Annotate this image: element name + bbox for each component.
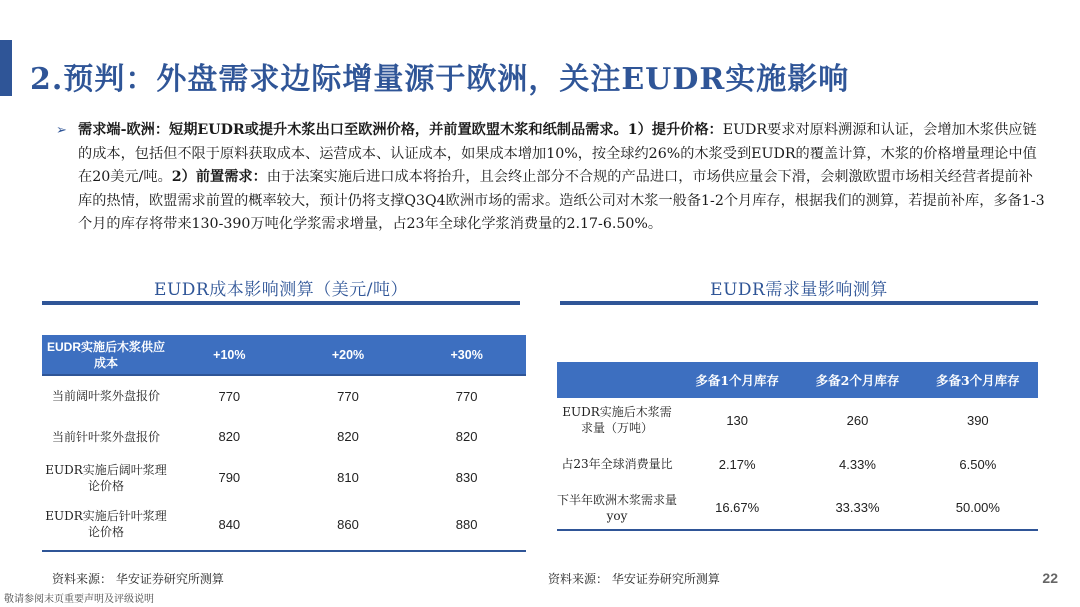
row-label: 当前阔叶浆外盘报价 (51, 389, 160, 403)
row-label: EUDR实施后木浆需求量（万吨） (562, 405, 672, 435)
table-header-cell: 多备1个月库存 (677, 362, 797, 398)
table-cell: 130 (726, 412, 749, 428)
table-header-cell: +20% (289, 335, 408, 375)
table-header-cell (557, 362, 677, 398)
lead-bold-text: 需求端-欧洲：短期EUDR或提升木浆出口至欧洲价格，并前置欧盟木浆和纸制品需求。 (78, 122, 628, 138)
table-cell: 830 (455, 470, 478, 485)
table-row (42, 375, 526, 416)
table-header-cell: +10% (170, 335, 289, 375)
table-cell: 50.00% (955, 500, 1000, 515)
table-cell: 820 (218, 429, 241, 444)
table1-title-rule (42, 301, 520, 305)
table-cell: 820 (337, 429, 359, 444)
row-label: EUDR实施后阔叶浆理论价格 (45, 462, 167, 493)
point1-text: EUDR要求对原料溯源和认证，会增加木浆供应链的成本，包括但不限于原料获取成本、运营成本、认证成本，如果成本增加10%，按全球约26%的木浆受到EUDR的覆盖计算，木浆的价格增量理论中值在20美元/吨。 (78, 122, 1037, 185)
table-header-cell: EUDR实施后木浆供应成本 (42, 335, 170, 375)
table-header-cell: +30% (407, 335, 526, 375)
table-header-row (42, 335, 526, 375)
table-cell: 390 (966, 412, 989, 428)
table-cell: 770 (337, 388, 359, 404)
cost-impact-table (42, 335, 526, 552)
table-cell: 820 (455, 429, 478, 444)
table-cell: 860 (337, 516, 359, 532)
row-label: EUDR实施后针叶浆理论价格 (45, 509, 167, 539)
table-row (42, 498, 526, 551)
table2-title: EUDR需求量影响测算 (710, 280, 888, 300)
table-row (42, 457, 526, 498)
table-cell: 6.50% (959, 456, 997, 472)
table-row (42, 416, 526, 457)
table1-title: EUDR成本影响测算（美元/吨） (154, 280, 408, 300)
table-row (557, 486, 1038, 530)
demand-impact-table (557, 362, 1038, 531)
table-cell: 2.17% (718, 456, 756, 472)
table-cell: 770 (218, 388, 241, 404)
table-cell: 770 (455, 388, 478, 404)
table1-source: 资料来源： 华安证券研究所测算 (52, 572, 224, 586)
table-cell: 260 (846, 412, 869, 428)
table-cell: 33.33% (835, 500, 880, 515)
footer-disclaimer: 敬请参阅末页重要声明及评级说明 (4, 594, 154, 605)
slide-title: 2.预判：外盘需求边际增量源于欧洲，关注EUDR实施影响 (30, 62, 850, 97)
table-cell: 840 (218, 516, 241, 532)
body-paragraph (56, 119, 1046, 237)
row-label: 占23年全球消费量比 (561, 457, 673, 471)
table2-title-rule (560, 301, 1038, 305)
triangle-right-icon: ➢ (56, 123, 67, 138)
table-cell: 16.67% (715, 500, 760, 515)
table-cell: 4.33% (839, 456, 876, 472)
table-cell: 810 (337, 470, 359, 485)
table-cell: 880 (455, 516, 478, 532)
point1-label: 1）提升价格： (627, 122, 723, 138)
point2-text: 由于法案实施后进口成本将抬升，且会终止部分不合规的产品进口，市场供应量会下滑，会刺激欧盟市场相关经营者提前补库的热情，欧盟需求前置的概率较大，预计仍将支撑Q3Q4欧洲市场的需求。造纸公司对木浆一般备1-2个月库存，根据我们的测算，若提前补库，多备1-3个月的库存将带来130-390万吨化学浆需求增量，占23年全球化学浆消费量的2.17-6.50%。 (78, 169, 1045, 232)
table-row (557, 398, 1038, 442)
table-header-cell: 多备2个月库存 (797, 362, 917, 398)
table-header-row (557, 362, 1038, 398)
row-label: 下半年欧洲木浆需求量yoy (557, 492, 678, 523)
row-label: 当前针叶浆外盘报价 (51, 429, 160, 444)
table-row (557, 442, 1038, 486)
table-header-cell: 多备3个月库存 (918, 362, 1038, 398)
title-accent-bar (0, 40, 12, 96)
point2-label: 2）前置需求： (171, 169, 267, 185)
table2-source: 资料来源： 华安证券研究所测算 (548, 572, 720, 586)
page-number: 22 (1042, 570, 1058, 586)
table-cell: 790 (218, 470, 241, 485)
